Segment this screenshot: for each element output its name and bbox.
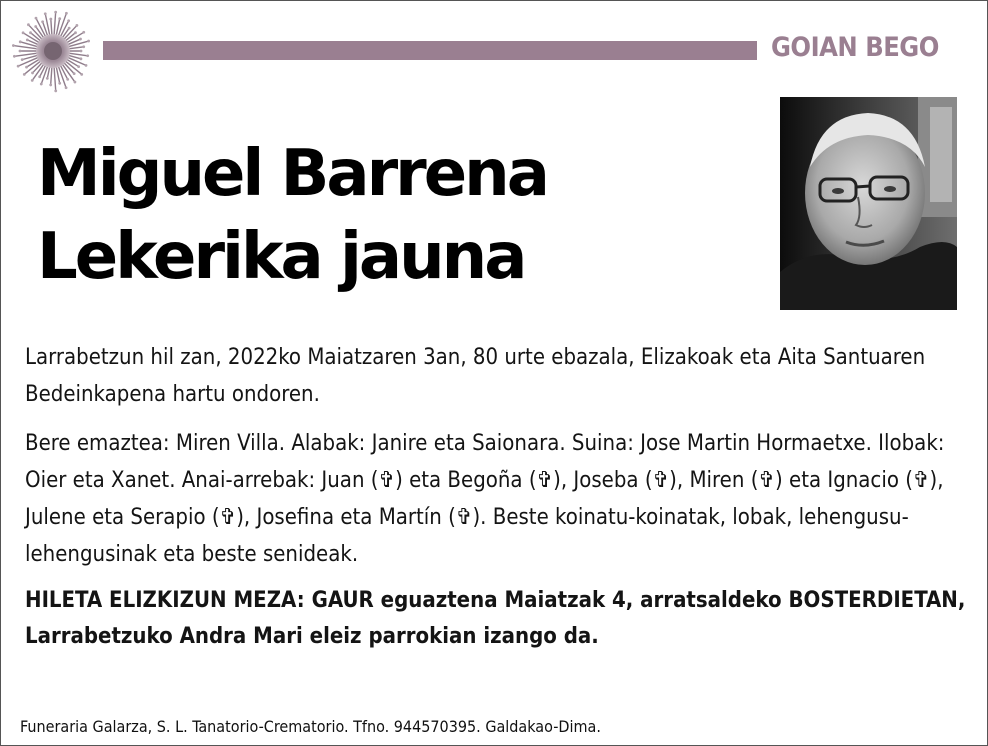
thistle-flower-icon bbox=[7, 7, 99, 93]
name-line-2: Lekerika jauna bbox=[37, 220, 525, 294]
funeral-home-footer: Funeraria Galarza, S. L. Tanatorio-Crematorio. Tfno. 944570395. Galdakao-Dima. bbox=[20, 717, 601, 736]
portrait-photo bbox=[780, 97, 957, 310]
header-label: GOIAN BEGO bbox=[771, 32, 939, 63]
notice-body bbox=[25, 339, 975, 655]
header-divider-bar bbox=[103, 41, 757, 60]
funeral-mass-info: HILETA ELIZKIZUN MEZA: GAUR eguaztena Maiatzak 4, arratsaldeko BOSTERDIETAN, Larrabetzuko Andra Mari eleiz parrokian izango da. bbox=[25, 588, 966, 649]
family-list: Bere emaztea: Miren Villa. Alabak: Janire eta Saionara. Suina: Jose Martin Hormaetxe. Ilobak: Oier eta Xanet. Anai-arrebak: Juan (✞) eta Begoña (✞), Joseba (✞), Miren (✞) eta Ignacio (✞), Julene eta Serapio (✞), Josefina eta Martín (✞). Beste koinatu-koinatak, lobak, lehengusu-lehengusinak eta beste senideak. bbox=[25, 431, 945, 567]
death-announcement: Larrabetzun hil zan, 2022ko Maiatzaren 3an, 80 urte ebazala, Elizakoak eta Aita Santuaren Bedeinkapena hartu ondoren. bbox=[25, 345, 926, 407]
deceased-name bbox=[37, 133, 757, 299]
name-line-1: Miguel Barrena bbox=[37, 137, 547, 211]
